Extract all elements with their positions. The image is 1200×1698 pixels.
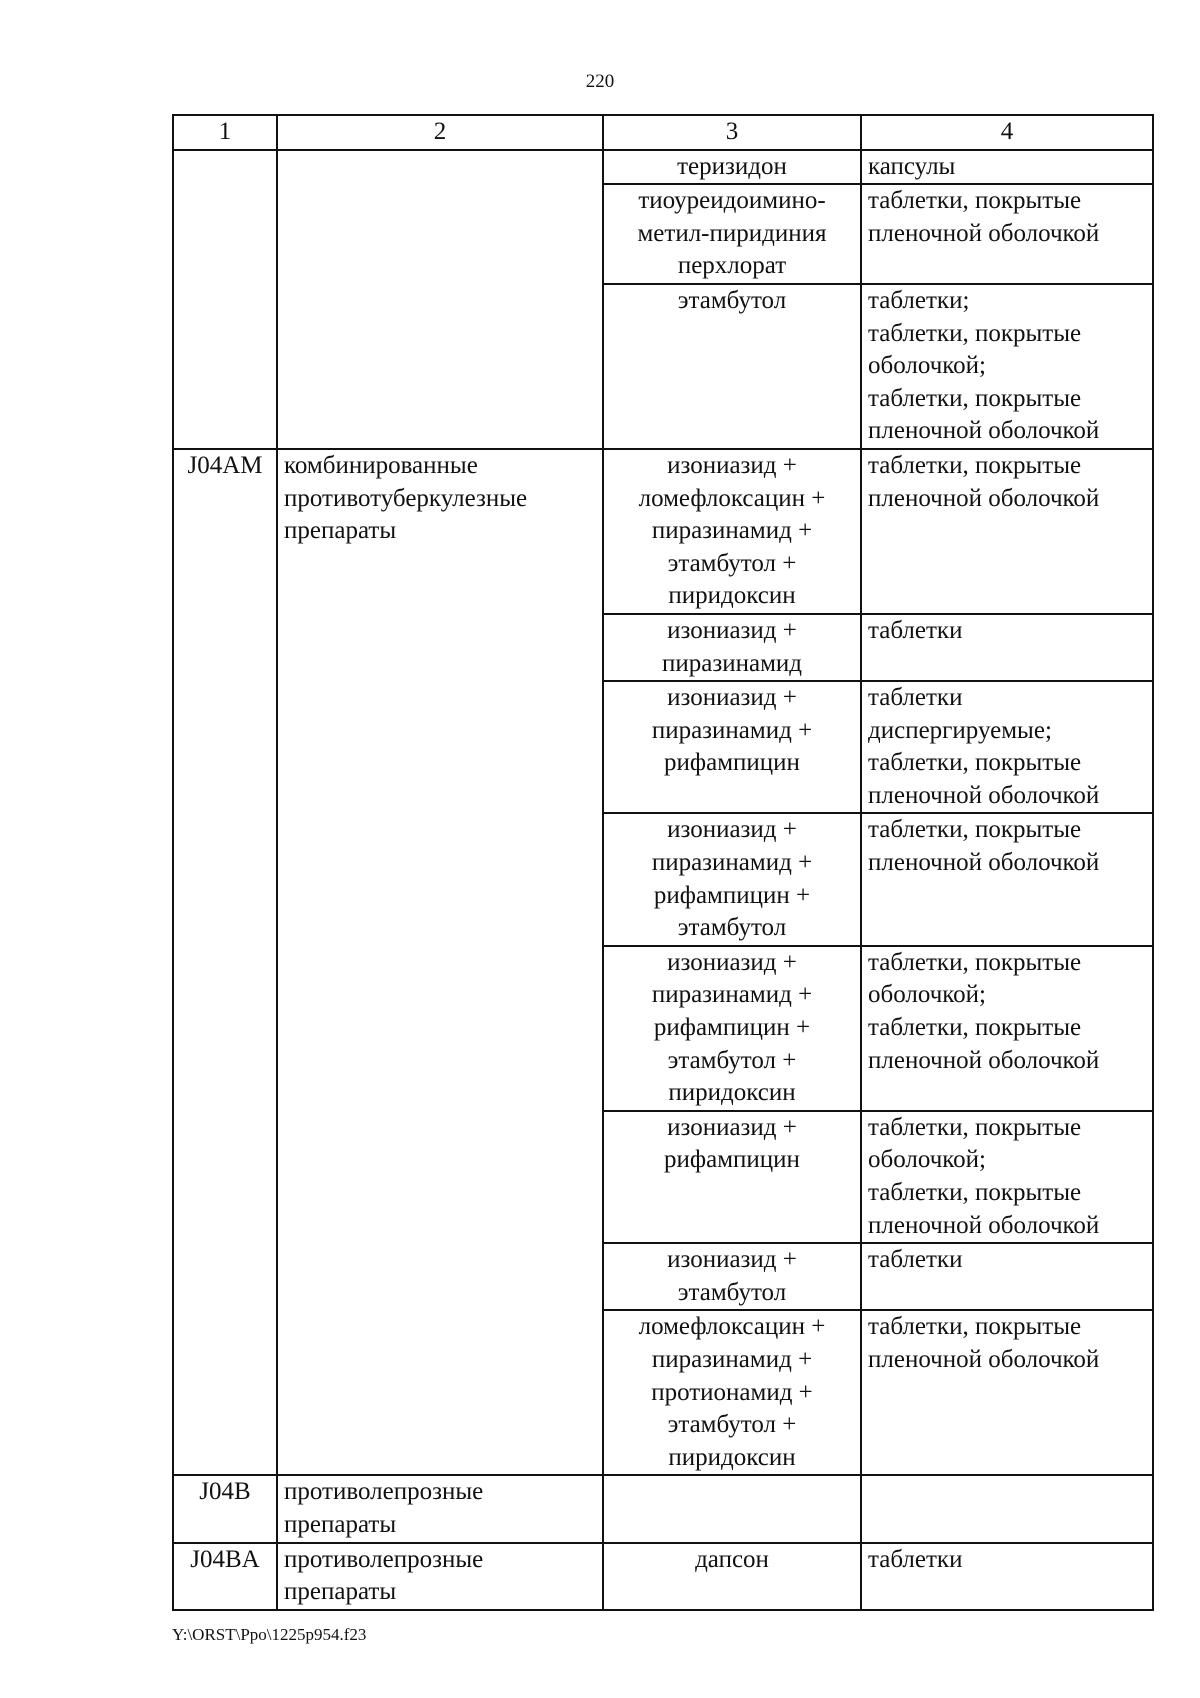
substance-cell <box>603 184 861 284</box>
group-name-cell <box>277 1475 603 1542</box>
dosage-form-line: таблетки, покрытые <box>868 948 1082 976</box>
atc-code-cell: J04AM <box>173 449 277 1475</box>
atc-code-cell <box>173 150 277 449</box>
dosage-form-cell <box>861 1243 1153 1310</box>
footer-file-path: Y:\ORST\Ppo\1225p954.f23 <box>172 1625 367 1644</box>
dosage-form-line: пленочной оболочкой <box>868 484 1100 512</box>
empty-line <box>610 1476 854 1509</box>
dosage-form-line: пленочной оболочкой <box>868 849 1100 877</box>
dosage-form-line: таблетки, покрытые <box>868 451 1082 479</box>
substance-line: изониазид + <box>667 451 797 479</box>
dosage-form-line: пленочной оболочкой <box>868 1211 1100 1239</box>
substance-line: пиразинамид <box>661 649 802 677</box>
dosage-form-line: пленочной оболочкой <box>868 1046 1100 1074</box>
substance-cell <box>603 1243 861 1310</box>
table-row <box>173 150 1153 185</box>
dosage-form-line: таблетки, покрытые <box>868 1014 1082 1042</box>
column-header: 3 <box>603 115 861 150</box>
substance-line: теризидон <box>677 152 787 180</box>
substance-cell <box>603 150 861 185</box>
page-number: 220 <box>585 71 615 92</box>
dosage-form-line: оболочкой; <box>868 981 986 1009</box>
column-header: 2 <box>277 115 603 150</box>
substance-line: пиразинамид + <box>651 716 813 744</box>
dosage-form-cell <box>861 813 1153 945</box>
dosage-form-cell <box>861 614 1153 681</box>
substance-line: изониазид + <box>667 948 797 976</box>
table-row <box>173 449 1153 614</box>
dosage-form-line: пленочной оболочкой <box>868 219 1100 247</box>
substance-cell <box>603 614 861 681</box>
substance-line: пиразинамид + <box>651 1345 813 1373</box>
substance-line: пиразинамид + <box>651 981 813 1009</box>
dosage-form-line: таблетки <box>868 1246 963 1274</box>
group-name-cell <box>277 449 603 1475</box>
dosage-form-line: таблетки, покрытые <box>868 319 1082 347</box>
dosage-form-cell <box>861 1111 1153 1243</box>
group-name-line: комбинированные <box>284 451 478 479</box>
substance-line: этамбутол <box>677 1278 787 1306</box>
dosage-form-line: таблетки, покрытые <box>868 749 1082 777</box>
table-body <box>173 150 1153 1610</box>
substance-line: перхлорат <box>677 252 787 280</box>
atc-code-cell: J04BA <box>173 1543 277 1610</box>
dosage-form-cell <box>861 284 1153 449</box>
substance-line: пиразинамид + <box>651 849 813 877</box>
dosage-form-line: оболочкой; <box>868 1146 986 1174</box>
substance-line: метил-пиридиния <box>637 219 827 247</box>
substance-cell <box>603 681 861 813</box>
group-name-cell <box>277 1543 603 1610</box>
table-row <box>173 1475 1153 1542</box>
dosage-form-cell <box>861 946 1153 1111</box>
group-name-line: препараты <box>284 517 397 545</box>
substance-line: ломефлоксацин + <box>638 484 826 512</box>
dosage-form-cell <box>861 1310 1153 1475</box>
dosage-form-cell <box>861 681 1153 813</box>
substance-line: пиридоксин <box>668 1443 796 1471</box>
dosage-form-line: таблетки <box>868 684 963 712</box>
group-name-line: противотуберкулезные <box>284 484 528 512</box>
group-name-line: препараты <box>284 1578 397 1606</box>
dosage-form-cell <box>861 150 1153 185</box>
substance-line: этамбутол + <box>667 1046 797 1074</box>
dosage-form-line: таблетки, покрытые <box>868 1179 1082 1206</box>
group-name-cell <box>277 150 603 449</box>
substance-line: рифампицин + <box>653 1014 811 1042</box>
substance-cell <box>603 813 861 945</box>
dosage-form-line: капсулы <box>868 152 956 180</box>
substance-line: этамбутол + <box>667 549 797 577</box>
dosage-form-line: таблетки, покрытые <box>868 187 1082 215</box>
substance-line: этамбутол <box>677 914 787 942</box>
dosage-form-line: оболочкой; <box>868 352 986 380</box>
dosage-form-line: таблетки <box>868 616 963 644</box>
dosage-form-line: диспергируемые; <box>868 716 1052 744</box>
dosage-form-line: пленочной оболочкой <box>868 417 1100 445</box>
group-name-line: препараты <box>284 1510 397 1538</box>
drug-table <box>172 114 1154 1611</box>
group-name-line: противолепрозные <box>284 1545 484 1573</box>
substance-cell <box>603 946 861 1111</box>
substance-line: изониазид + <box>667 816 797 844</box>
substance-cell <box>603 1111 861 1243</box>
dosage-form-line: пленочной оболочкой <box>868 781 1100 809</box>
dosage-form-line: таблетки, покрытые <box>868 816 1082 844</box>
substance-line: тиоуреидоимино- <box>638 187 826 215</box>
substance-line: дапсон <box>695 1545 769 1573</box>
substance-line: рифампицин + <box>653 881 811 909</box>
dosage-form-line: таблетки, покрытые <box>868 1113 1082 1141</box>
dosage-form-line: таблетки, покрытые <box>868 1313 1082 1341</box>
dosage-form-cell <box>861 1475 1153 1542</box>
atc-code-cell: J04B <box>173 1475 277 1542</box>
substance-line: рифампицин <box>664 749 800 777</box>
substance-line: ломефлоксацин + <box>638 1313 826 1341</box>
group-name-line: противолепрозные <box>284 1478 484 1506</box>
substance-cell <box>603 449 861 614</box>
substance-line: этамбутол + <box>667 1411 797 1439</box>
column-header: 1 <box>173 115 277 150</box>
substance-line: изониазид + <box>667 684 797 712</box>
dosage-form-line: таблетки <box>868 1545 963 1573</box>
substance-line: пиридоксин <box>668 582 796 610</box>
substance-line: пиразинамид + <box>651 517 813 545</box>
dosage-form-line: таблетки, покрытые <box>868 384 1082 412</box>
substance-line: изониазид + <box>667 616 797 644</box>
substance-line: рифампицин <box>664 1146 800 1174</box>
dosage-form-line: таблетки; <box>868 286 970 314</box>
substance-cell <box>603 1475 861 1542</box>
substance-line: пиридоксин <box>668 1079 796 1107</box>
substance-line: этамбутол <box>677 286 787 314</box>
substance-line: изониазид + <box>667 1246 797 1274</box>
substance-line: изониазид + <box>667 1113 797 1141</box>
column-header: 4 <box>861 115 1153 150</box>
dosage-form-line: пленочной оболочкой <box>868 1345 1100 1373</box>
dosage-form-cell <box>861 1543 1153 1610</box>
dosage-form-cell <box>861 449 1153 614</box>
substance-cell <box>603 1543 861 1610</box>
dosage-form-cell <box>861 184 1153 284</box>
table-header-row <box>173 115 1153 150</box>
substance-cell <box>603 1310 861 1475</box>
substance-line: протионамид + <box>651 1378 813 1406</box>
table-row <box>173 1543 1153 1610</box>
substance-cell <box>603 284 861 449</box>
